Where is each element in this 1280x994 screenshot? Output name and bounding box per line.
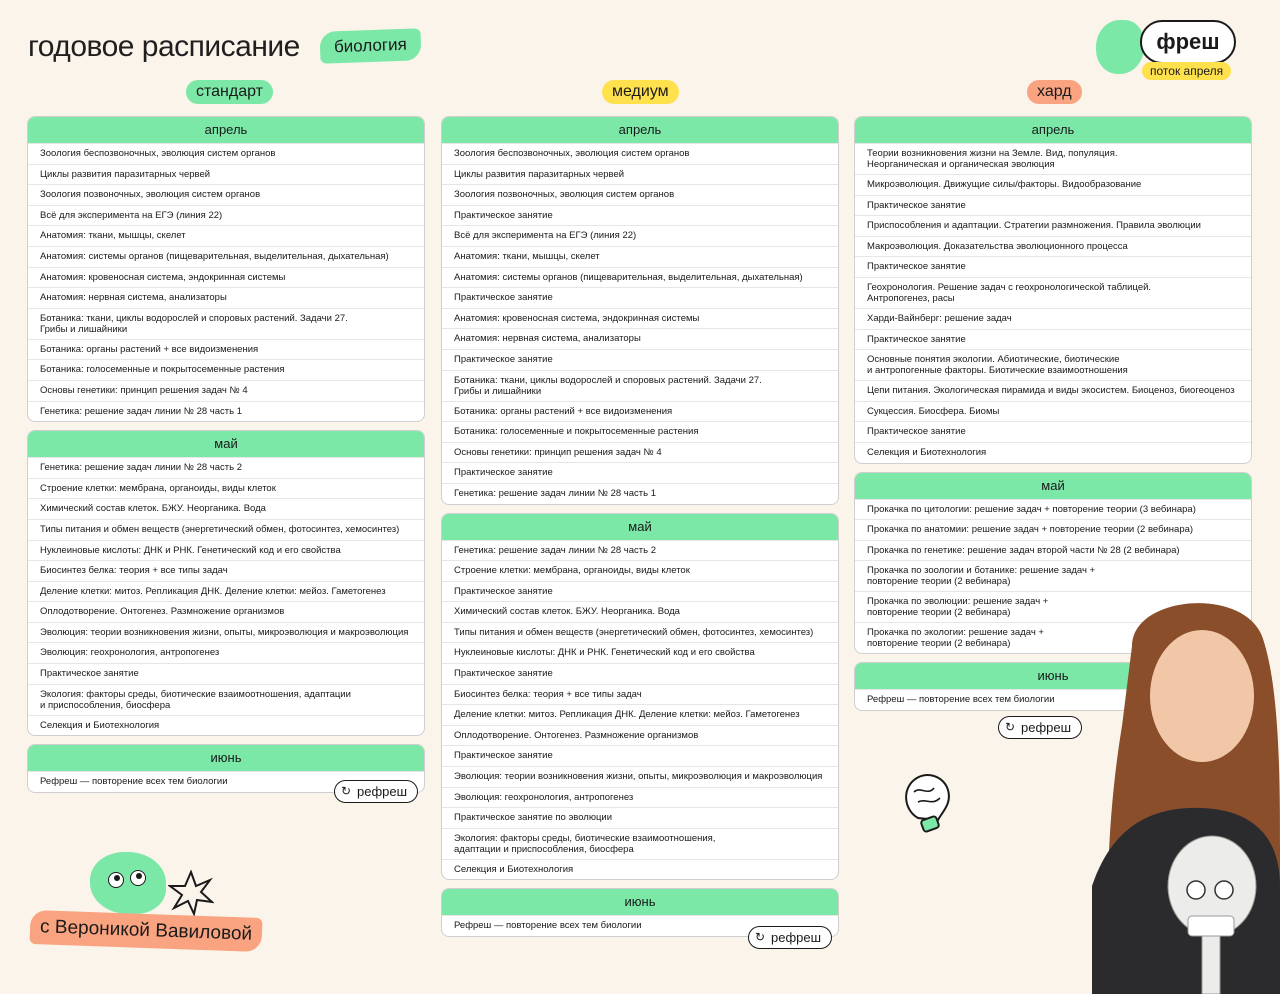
month-title: май	[855, 473, 1251, 499]
schedule-item: Оплодотворение. Онтогенез. Размножение организмов	[28, 601, 424, 622]
burst-icon	[168, 870, 214, 916]
schedule-item: Всё для эксперимента на ЕГЭ (линия 22)	[28, 205, 424, 226]
month-april	[441, 116, 839, 505]
schedule-item: Нуклеиновые кислоты: ДНК и РНК. Генетический код и его свойства	[28, 540, 424, 561]
schedule-item: Строение клетки: мембрана, органоиды, виды клеток	[442, 560, 838, 581]
schedule-item: Основы генетики: принцип решения задач № 4	[442, 442, 838, 463]
month-title: апрель	[855, 117, 1251, 143]
refresh-label: рефреш	[357, 784, 408, 799]
schedule-item: Прокачка по зоологии и ботанике: решение задач + повторение теории (2 вебинара)	[855, 560, 1251, 591]
schedule-item: Прокачка по генетике: решение задач второй части № 28 (2 вебинара)	[855, 540, 1251, 561]
schedule-item: Практическое занятие	[28, 663, 424, 684]
refresh-icon: ↻	[341, 784, 352, 798]
refresh-badge	[998, 716, 1082, 739]
schedule-item: Типы питания и обмен веществ (энергетический обмен, фотосинтез, хемосинтез)	[442, 622, 838, 643]
schedule-item: Эволюция: геохронология, антропогенез	[28, 642, 424, 663]
schedule-item: Микроэволюция. Движущие силы/факторы. Видообразование	[855, 174, 1251, 195]
logo-text: фреш	[1140, 20, 1236, 64]
schedule-item: Геохронология. Решение задач с геохронологической таблицей. Антропогенез, расы	[855, 277, 1251, 308]
schedule-item: Основные понятия экологии. Абиотические, биотические и антропогенные факторы. Биотические взаимоотношения	[855, 349, 1251, 380]
schedule-item: Химический состав клеток. БЖУ. Неорганика. Вода	[28, 498, 424, 519]
column-standard	[27, 116, 425, 801]
level-standard: стандарт	[186, 80, 273, 104]
level-hard: хард	[1027, 80, 1082, 104]
eye-icon	[130, 870, 146, 886]
schedule-item: Практическое занятие	[855, 256, 1251, 277]
lightbulb-brain-icon	[898, 768, 956, 834]
schedule-item: Селекция и Биотехнология	[28, 715, 424, 736]
schedule-item: Анатомия: ткани, мышцы, скелет	[442, 246, 838, 267]
schedule-item: Прокачка по анатомии: решение задач + повторение теории (2 вебинара)	[855, 519, 1251, 540]
schedule-item: Ботаника: ткани, циклы водорослей и споровых растений. Задачи 27. Грибы и лишайники	[28, 308, 424, 339]
schedule-item: Практическое занятие	[855, 329, 1251, 350]
schedule-item: Прокачка по эволюции: решение задач + повторение теории (2 вебинара)	[855, 591, 1251, 622]
refresh-icon: ↻	[1005, 720, 1016, 734]
hand-icon	[1096, 20, 1144, 74]
schedule-item: Рефреш — повторение всех тем биологии	[855, 689, 1251, 710]
schedule-item: Ботаника: голосеменные и покрытосеменные растения	[442, 421, 838, 442]
schedule-item: Эволюция: теории возникновения жизни, опыты, микроэволюция и макроэволюция	[28, 622, 424, 643]
schedule-item: Практическое занятие	[442, 745, 838, 766]
schedule-item: Деление клетки: митоз. Репликация ДНК. Деление клетки: мейоз. Гаметогенез	[28, 581, 424, 602]
schedule-item: Эволюция: теории возникновения жизни, опыты, микроэволюция и макроэволюция	[442, 766, 838, 787]
subject-badge: биология	[319, 28, 421, 63]
schedule-item: Типы питания и обмен веществ (энергетический обмен, фотосинтез, хемосинтез)	[28, 519, 424, 540]
schedule-item: Цепи питания. Экологическая пирамида и виды экосистем. Биоценоз, биогеоценоз	[855, 380, 1251, 401]
schedule-item: Харди-Вайнберг: решение задач	[855, 308, 1251, 329]
refresh-label: рефреш	[1021, 720, 1072, 735]
month-april	[27, 116, 425, 422]
refresh-label: рефреш	[771, 930, 822, 945]
schedule-item: Циклы развития паразитарных червей	[442, 164, 838, 185]
schedule-item: Оплодотворение. Онтогенез. Размножение организмов	[442, 725, 838, 746]
month-title: апрель	[28, 117, 424, 143]
schedule-item: Генетика: решение задач линии № 28 часть 1	[28, 401, 424, 422]
month-may	[441, 513, 839, 881]
schedule-item: Зоология беспозвоночных, эволюция систем органов	[442, 143, 838, 164]
schedule-item: Анатомия: ткани, мышцы, скелет	[28, 225, 424, 246]
schedule-item: Экология: факторы среды, биотические взаимоотношения, адаптации и приспособления, биосфера	[442, 828, 838, 859]
schedule-item: Практическое занятие	[442, 581, 838, 602]
schedule-item: Ботаника: органы растений + все видоизменения	[28, 339, 424, 360]
schedule-item: Ботаника: ткани, циклы водорослей и споровых растений. Задачи 27. Грибы и лишайники	[442, 370, 838, 401]
schedule-item: Сукцессия. Биосфера. Биомы	[855, 401, 1251, 422]
schedule-item: Практическое занятие	[442, 287, 838, 308]
schedule-item: Анатомия: кровеносная система, эндокринная системы	[442, 308, 838, 329]
schedule-item: Зоология беспозвоночных, эволюция систем органов	[28, 143, 424, 164]
mascot-blob	[90, 852, 166, 914]
schedule-item: Анатомия: системы органов (пищеварительная, выделительная, дыхательная)	[442, 267, 838, 288]
schedule-item: Теории возникновения жизни на Земле. Вид, популяция. Неорганическая и органическая эволюция	[855, 143, 1251, 174]
eye-icon	[108, 872, 124, 888]
refresh-badge	[334, 780, 418, 803]
schedule-item: Анатомия: системы органов (пищеварительная, выделительная, дыхательная)	[28, 246, 424, 267]
schedule-item: Практическое занятие	[855, 421, 1251, 442]
schedule-item: Анатомия: кровеносная система, эндокринная системы	[28, 267, 424, 288]
brand-logo	[1096, 16, 1246, 86]
schedule-item: Строение клетки: мембрана, органоиды, виды клеток	[28, 478, 424, 499]
schedule-item: Всё для эксперимента на ЕГЭ (линия 22)	[442, 225, 838, 246]
schedule-item: Деление клетки: митоз. Репликация ДНК. Деление клетки: мейоз. Гаметогенез	[442, 704, 838, 725]
schedule-item: Нуклеиновые кислоты: ДНК и РНК. Генетический код и его свойства	[442, 642, 838, 663]
schedule-item: Ботаника: голосеменные и покрытосеменные растения	[28, 359, 424, 380]
schedule-item: Химический состав клеток. БЖУ. Неорганика. Вода	[442, 601, 838, 622]
schedule-item: Ботаника: органы растений + все видоизменения	[442, 401, 838, 422]
schedule-item: Прокачка по экологии: решение задач + повторение теории (2 вебинара)	[855, 622, 1251, 653]
level-medium: медиум	[602, 80, 679, 104]
schedule-item: Генетика: решение задач линии № 28 часть 2	[28, 457, 424, 478]
teacher-photo	[1092, 586, 1280, 994]
schedule-item: Прокачка по цитологии: решение задач + повторение теории (3 вебинара)	[855, 499, 1251, 520]
schedule-item: Селекция и Биотехнология	[442, 859, 838, 880]
schedule-item: Генетика: решение задач линии № 28 часть 2	[442, 540, 838, 561]
logo-subtitle: поток апреля	[1142, 62, 1231, 80]
schedule-item: Биосинтез белка: теория + все типы задач	[28, 560, 424, 581]
column-medium	[441, 116, 839, 945]
month-title: май	[28, 431, 424, 457]
refresh-badge	[748, 926, 832, 949]
month-april	[854, 116, 1252, 464]
schedule-item: Практическое занятие	[855, 195, 1251, 216]
month-title: май	[442, 514, 838, 540]
schedule-item: Экология: факторы среды, биотические взаимоотношения, адаптации и приспособления, биосфера	[28, 684, 424, 715]
schedule-item: Эволюция: геохронология, антропогенез	[442, 787, 838, 808]
page-title: годовое расписание	[28, 30, 300, 63]
schedule-item: Биосинтез белка: теория + все типы задач	[442, 684, 838, 705]
schedule-item: Практическое занятие	[442, 349, 838, 370]
schedule-item: Основы генетики: принцип решения задач № 4	[28, 380, 424, 401]
schedule-item: Анатомия: нервная система, анализаторы	[442, 328, 838, 349]
author-badge: с Вероникой Вавиловой	[29, 910, 262, 952]
schedule-item: Селекция и Биотехнология	[855, 442, 1251, 463]
schedule-item: Зоология позвоночных, эволюция систем органов	[442, 184, 838, 205]
schedule-item: Приспособления и адаптации. Стратегии размножения. Правила эволюции	[855, 215, 1251, 236]
schedule-item: Практическое занятие	[442, 462, 838, 483]
schedule-item: Генетика: решение задач линии № 28 часть 1	[442, 483, 838, 504]
schedule-item: Рефреш — повторение всех тем биологии	[442, 915, 838, 936]
schedule-item: Рефреш — повторение всех тем биологии	[28, 771, 424, 792]
schedule-item: Практическое занятие по эволюции	[442, 807, 838, 828]
refresh-icon: ↻	[755, 930, 766, 944]
schedule-item: Практическое занятие	[442, 663, 838, 684]
month-title: июнь	[442, 889, 838, 915]
schedule-item: Циклы развития паразитарных червей	[28, 164, 424, 185]
schedule-item: Зоология позвоночных, эволюция систем органов	[28, 184, 424, 205]
month-title: июнь	[28, 745, 424, 771]
month-title: апрель	[442, 117, 838, 143]
month-may	[27, 430, 425, 736]
schedule-item: Практическое занятие	[442, 205, 838, 226]
month-title: июнь	[855, 663, 1251, 689]
schedule-item: Анатомия: нервная система, анализаторы	[28, 287, 424, 308]
schedule-item: Макроэволюция. Доказательства эволюционного процесса	[855, 236, 1251, 257]
